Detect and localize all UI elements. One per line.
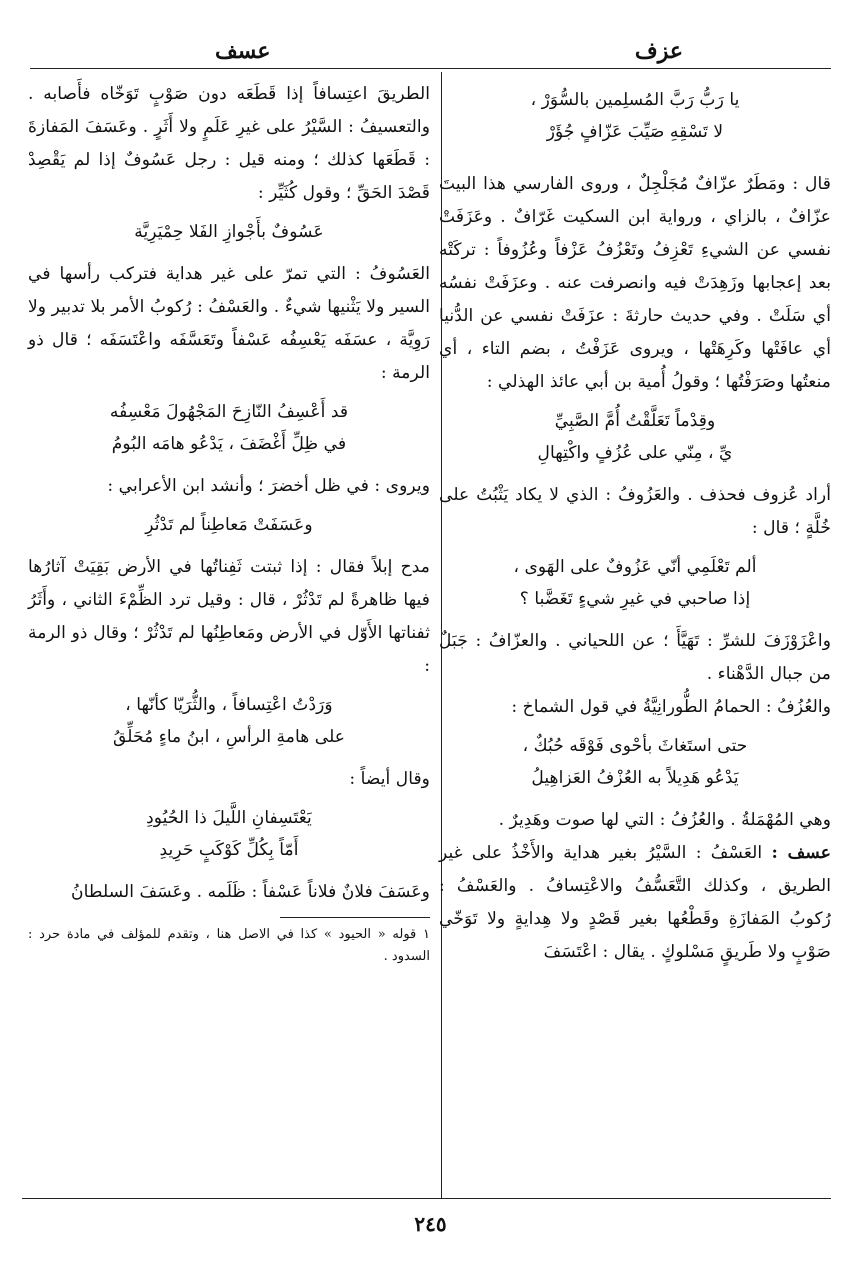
entry-headword: عسف : <box>771 843 831 863</box>
verse-line: وَرَدْتُ اعْتِسافاً ، والثُّرَيّا كأنّها ، <box>125 695 333 715</box>
verse-block <box>439 551 831 615</box>
verse-line: لا تَسْقِهِ صَيِّبَ عَزّافٍ جُؤَرْ <box>546 122 724 142</box>
verse-block <box>28 509 430 541</box>
verse-line: في ظِلِّ أَغْضَفَ ، يَدْعُو هامَه البُومُ <box>111 434 347 454</box>
verse-block <box>28 216 430 248</box>
verse-line: وعَسَفَتْ مَعاطِناً لم تَدْثُرِ <box>145 515 313 535</box>
footnote: ١ قوله « الحيود » كذا في الاصل هنا ، وتقدم للمؤلف في مادة حرد : السدود . <box>28 927 430 964</box>
verse-block <box>28 689 430 753</box>
verse-line: يِّ ، مِنّي على عُزُفٍ واكْتِهالِ <box>537 443 733 463</box>
verse-line: عَسُوفٌ بأَجْوازِ الفَلا حِمْيَرِيَّة <box>134 222 324 242</box>
running-header-left: عسف <box>215 38 271 64</box>
body-paragraph: ويروى : في ظل أخضرَ ؛ وأنشد ابن الأعرابي : <box>107 476 430 496</box>
footnote-rule <box>280 917 430 918</box>
body-paragraph: الطريقَ اعتِسافاً إذا قَطَعَه دون صَوْبٍ تَوَخّاه فأَصابه . والتعسيفُ : السَّيْرُ على غيرِ عَلَمٍ ولا أَثَرٍ . وعَسَفَ المَفازةَ : قَطَعَها كذلك ؛ ومنه قيل : رجل عَسُوفٌ إذا لم يَقْصِدْ قَصْدَ الحَقِّ ؛ وقول كُثَيِّر : <box>28 84 430 203</box>
left-column <box>28 78 430 968</box>
footer-rule <box>22 1198 831 1199</box>
verse-block <box>439 405 831 469</box>
verse-line: على هامةِ الرأسِ ، ابنُ ماءٍ مُحَلِّقُ <box>112 727 346 747</box>
verse-block <box>439 730 831 794</box>
running-header-right: عزف <box>634 38 683 64</box>
body-paragraph: أراد عُزوف فحذف . والعَزُوفُ : الذي لا يكاد يَثْبُتُ على خُلَّةٍ ؛ قال : <box>439 485 831 538</box>
right-column <box>439 78 831 969</box>
verse-block <box>28 396 430 460</box>
verse-block <box>439 84 831 148</box>
verse-line: يَعْتَسِفانِ اللَّيلَ ذا الحُيُودِ <box>146 808 312 828</box>
verse-line: أَمّاً بِكُلِّ كَوْكَبٍ حَرِيدِ <box>159 840 299 860</box>
body-paragraph: واعْزَوْزَفَ للشرِّ : تَهَيَّأَ ؛ عن اللحياني . والعزّافُ : جَبَلٌ من جبال الدَّهْناء . <box>439 631 831 684</box>
body-paragraph: مدح إبلاً فقال : إذا ثبتت ثَفِناتُها في الأرض بَقِيَتْ آثارُها فيها ظاهرةً لم تَدْثُرْ ، قال : وقيل ترد الظِّمْءَ الثاني ، وأَثَرُ ثفناتها الأَوّل في الأرض ومَعاطِنُها لم تَدْثُرْ ؛ وقال ذو الرمة : <box>28 557 430 676</box>
body-paragraph: وعَسَفَ فلانٌ فلاناً عَسْفاً : ظَلَمه . وعَسَفَ السلطانُ <box>71 882 430 902</box>
entry-text: العَسْفُ : السَّيْرُ بغير هداية والأَخْذُ على غير الطريق ، وكذلك التَّعَسُّفُ والاعْتِسافُ . والعَسْفُ : رُكوبُ المَفازَةِ وقَطْعُها بغير قَصْدٍ ولا هِدايةٍ ولا تَوَخّي صَوْبٍ ولا طَريقٍ مَسْلوكٍ . يقال : اعْتَسَفَ <box>439 843 831 962</box>
verse-line: حتى استَغاثَ بأحْوى فَوْقَه حُبُكٌ ، <box>522 736 748 756</box>
verse-line: قد أَعْسِفُ النّازِحَ المَجْهُولَ مَعْسِفُه <box>109 402 349 422</box>
verse-block <box>28 802 430 866</box>
entry-paragraph <box>439 837 831 969</box>
verse-line: يَدْعُو هَدِيلاً به العُزْفُ العَزاهِيلُ <box>531 768 739 788</box>
verse-line: ألم تَعْلَمِي أنّي عَزُوفٌ على الهَوى ، <box>513 557 757 577</box>
page-number: ٢٤٥ <box>414 1212 447 1236</box>
header-rule <box>30 68 831 69</box>
verse-line: وقِدْماً تَعَلَّقْتُ أُمَّ الصَّبِيِّ <box>554 411 716 431</box>
verse-line: يا رَبُّ رَبَّ المُسلِمين بالسُّوَرْ ، <box>530 90 740 110</box>
body-paragraph: وقال أيضاً : <box>349 769 430 789</box>
body-paragraph: وهي المُهْمَلةُ . والعُزُفُ : التي لها صوت وهَدِيرٌ . <box>498 810 831 830</box>
verse-line: إذا صاحبي في غيرِ شيءٍ تَغَضَّبا ؟ <box>519 589 751 609</box>
body-paragraph: قال : ومَطَرٌ عزّافٌ مُجَلْجِلٌ ، وروى الفارسي هذا البيتَ عزّافٌ ، بالزاي ، ورواية ابن السكيت غَرّافٌ . وعَزَفَتْ نفسي عن الشيءِ تَعْزِفُ وتَعْزُفُ عَزْفاً وعُزُوفاً : تركَتْه بعد إعجابها وزَهِدَتْ فيه وانصرفت عنه . وعزَفَتْ نفسُه أي سَلَتْ . وفي حديث حارثةَ : عزَفَتْ نفسي عن الدُّنيا أي عافَتْها وكَرِهَتْها ، ويروى عَزَفْتُ ، بضم التاء ، أي منعتُها وصَرَفْتُها ؛ وقولُ أُمية بن أبي عائذ الهذلي : <box>439 174 831 392</box>
body-paragraph: العَسُوفُ : التي تمرّ على غير هداية فتركب رأسها في السير ولا يَثْنيها شيءٌ . والعَسْفُ : رُكوبُ الأمر بلا تدبير ولا رَوِيَّة ، عسَفَه يَعْسِفُه عَسْفاً وتَعَسَّفَه واعْتَسَفَه ؛ قال ذو الرمة : <box>28 264 430 383</box>
body-paragraph: والعُزُفُ : الحمامُ الطُّورانِيَّةُ في قول الشماخ : <box>511 697 831 717</box>
